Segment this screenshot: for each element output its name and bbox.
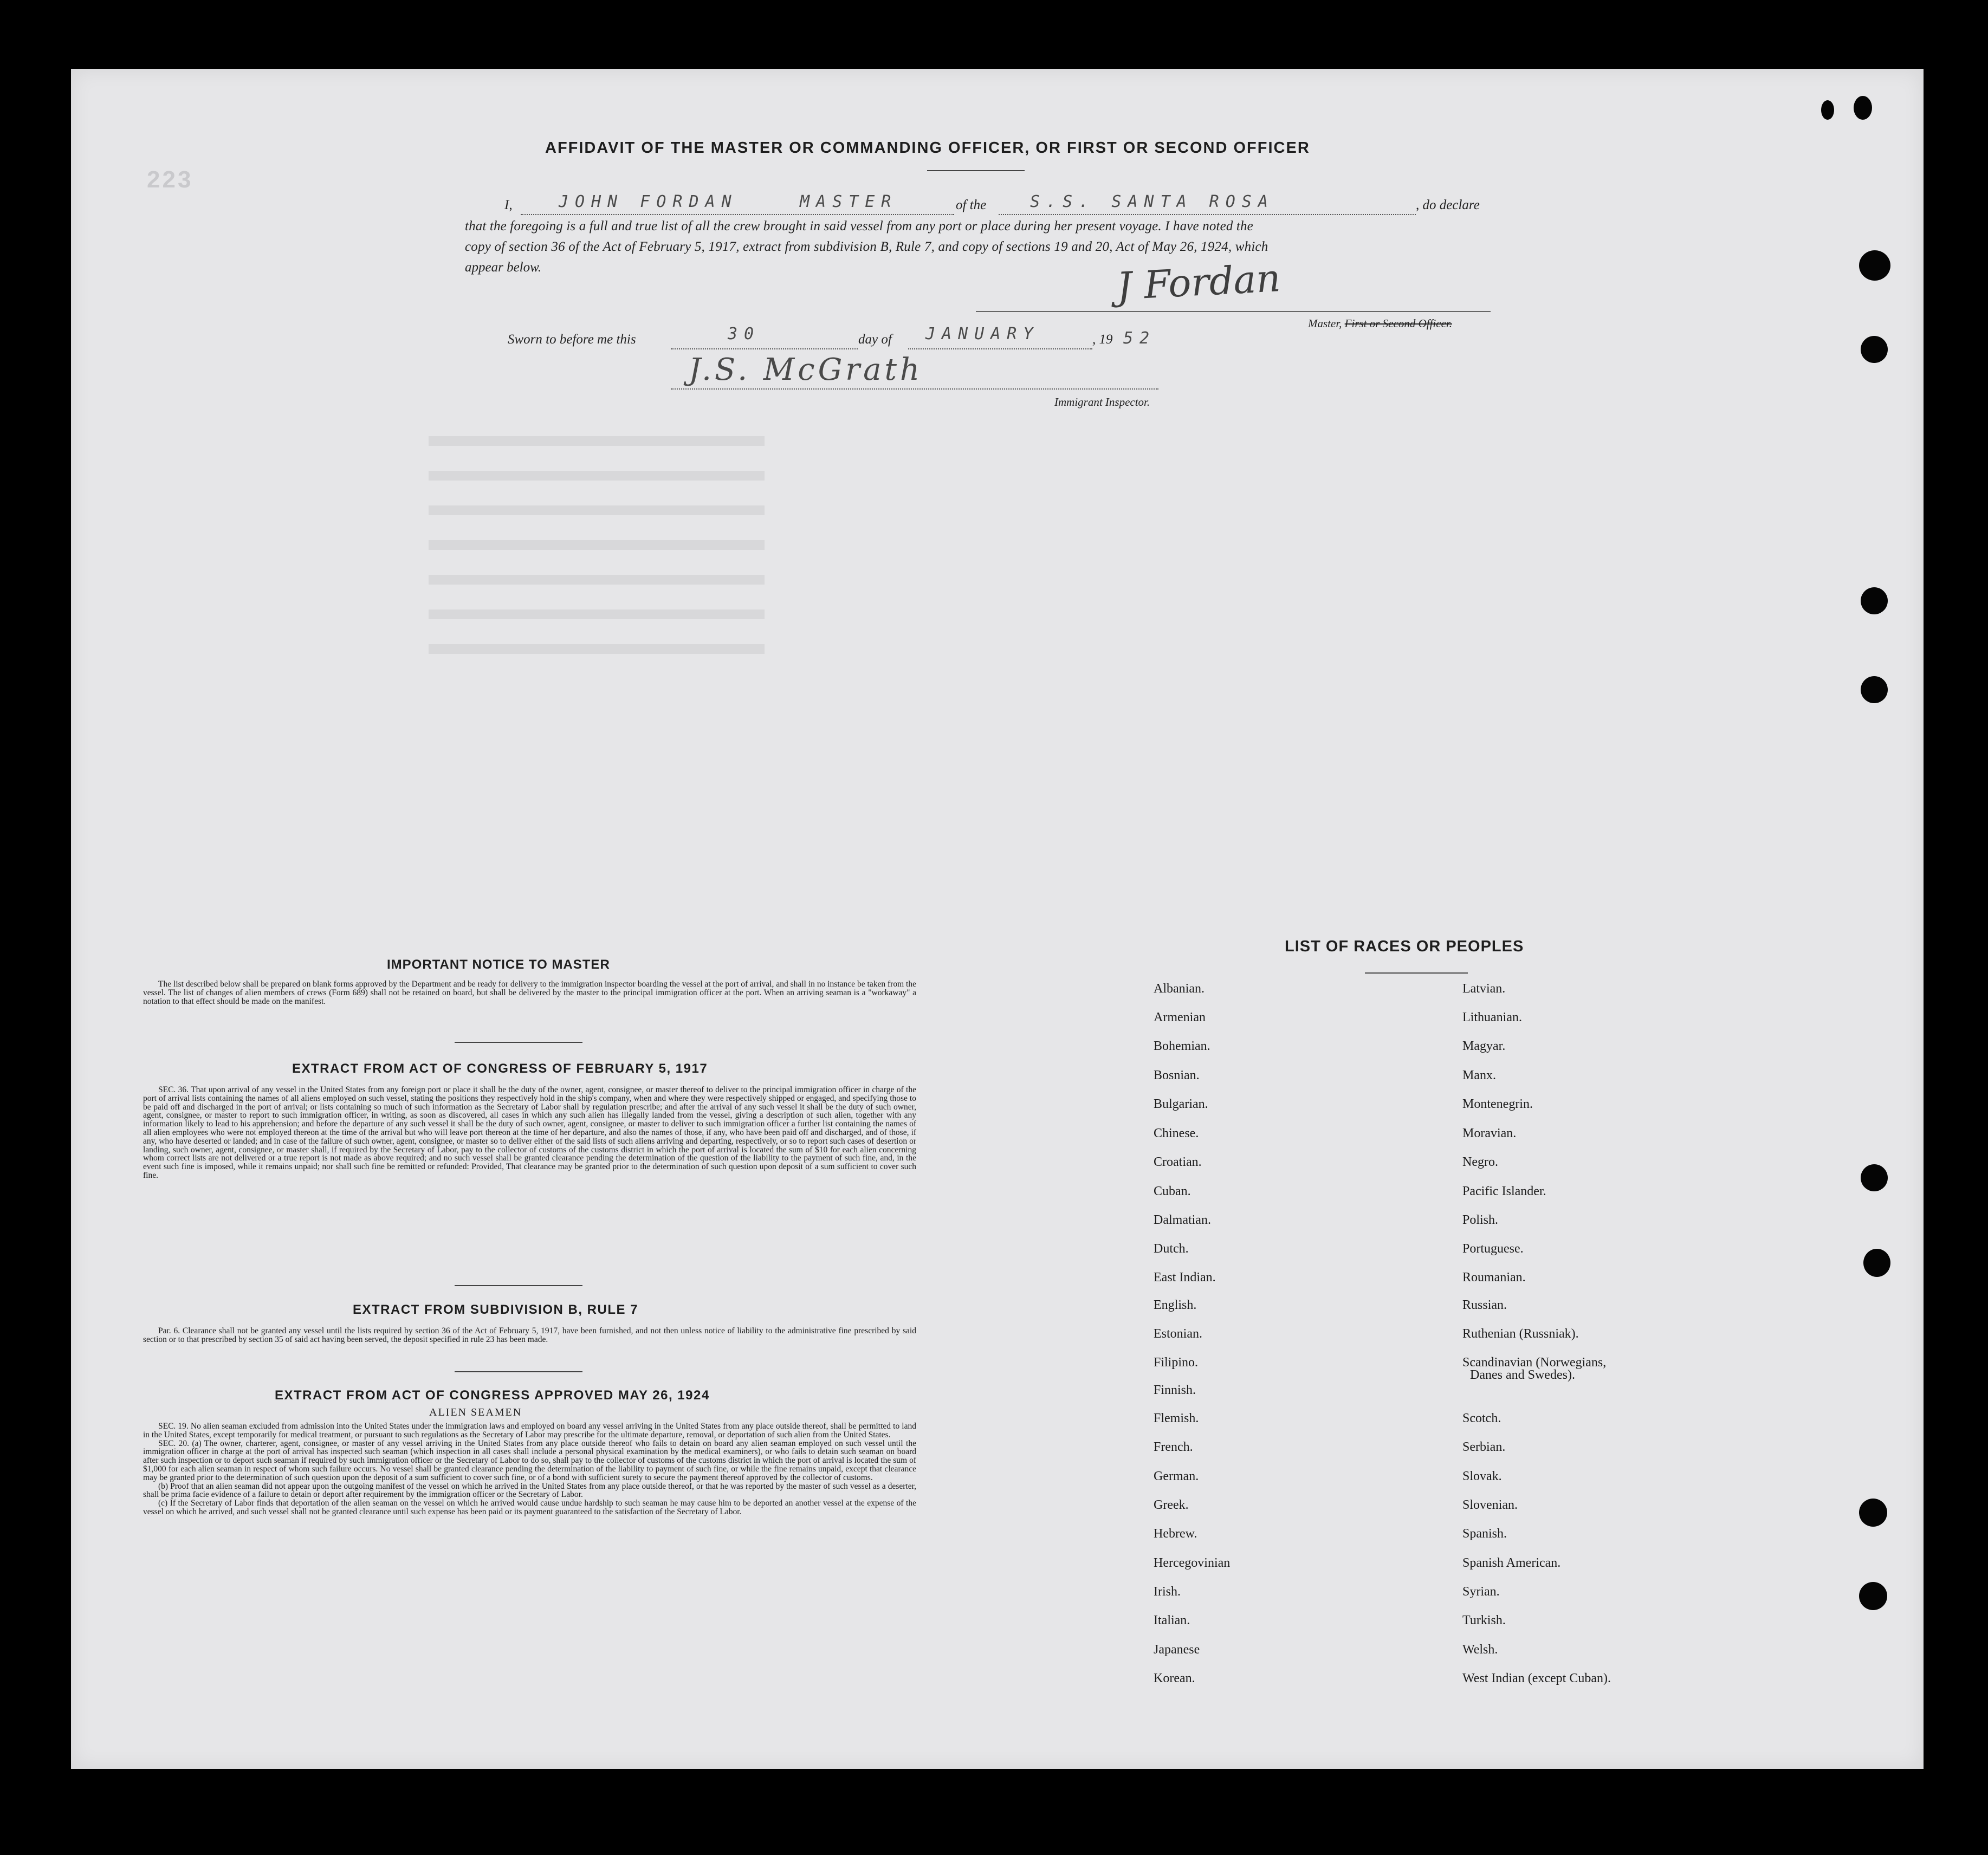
sworn-year: 52 bbox=[1123, 329, 1156, 348]
punch-hole bbox=[1854, 96, 1872, 120]
section-20c-paragraph: (c) If the Secretary of Labor finds that deportation of the alien seaman on the vessel on which he arrived would cause undue hardship to such seaman he may cause him to be deported an another vessel at the expense of the vessel on which he arrived, and such vessel shall not be granted clearance until such expense has been paid or its payment guaranteed to the satisfaction of the Secretary of Labor. bbox=[143, 1499, 916, 1516]
race-item: Dalmatian. bbox=[1154, 1213, 1211, 1227]
race-item: West Indian (except Cuban). bbox=[1462, 1671, 1611, 1685]
document-page bbox=[71, 69, 1924, 1769]
race-item: Spanish American. bbox=[1462, 1556, 1561, 1570]
bleed-through bbox=[429, 426, 765, 654]
punch-hole bbox=[1859, 250, 1890, 281]
race-item: German. bbox=[1154, 1469, 1199, 1483]
race-item: Greek. bbox=[1154, 1498, 1189, 1512]
punch-hole bbox=[1861, 1164, 1888, 1191]
race-item: Hercegovinian bbox=[1154, 1556, 1231, 1570]
punch-hole bbox=[1861, 587, 1888, 614]
section-36-paragraph: SEC. 36. That upon arrival of any vessel in the United States from any foreign port or place it shall be the duty of the owner, agent, consignee, or master thereof to deliver to the principal immigration officer in charge of the port of arrival lists containing the names of all aliens employed on such vessel, stating the positions they respectively hold in the ship's company, when and where they were respectively shipped or engaged, and specifying those to be paid off and discharged in the port of arrival; or lists containing so much of such information as the Secretary of Labor shall by regulation prescribe; and after the arrival of any such vessel it shall be the duty of such owner, agent, consignee, or master to report to such immigration officer, in writing, as soon as discovered, all cases in which any such alien has illegally landed from the vessel, giving a description of such alien, together with any information likely to lead to his apprehension; and before the departure of any such vessel it shall be the duty of such owner, agent, consignee, or master to deliver to such immigration officer a further list containing the names of all alien employees who were not employed thereon at the time of the arrival but who will leave port thereon at the time of her departure, and also the names of those, if any, who have been paid off and discharged, and of those, if any, who have deserted or landed; and in case of the failure of such owner, agent, consignee, or master so to deliver either of the said lists of such aliens arriving and departing, respectively, or so to report such cases of desertion or landing, such owner, agent, consignee, or master shall, if required by the Secretary of Labor, pay to the collector of customs of the customs district in which the port of arrival is located the sum of $10 for each alien concerning whom correct lists are not delivered or a true report is not made as above required; and no such vessel shall be granted clearance pending the determination of the question of the liability to the payment of such fine, and, in the event such fine is imposed, while it remains unpaid; nor shall such fine be remitted or refunded: Provided, That clearance may be granted prior to the determination of such question upon deposit of a sum sufficient to cover such fine. bbox=[143, 1085, 916, 1180]
declaration-line-3: copy of section 36 of the Act of February 5, 1917, extract from subdivision B, Rule 7, and copy of sections 19 and 20, Act of May 26, 1924, which bbox=[465, 239, 1268, 254]
race-item: Finnish. bbox=[1154, 1383, 1196, 1397]
race-item: Slovak. bbox=[1462, 1469, 1502, 1483]
race-item: Spanish. bbox=[1462, 1527, 1507, 1541]
section-19-paragraph: SEC. 19. No alien seaman excluded from admission into the United States under the immigration laws and employed on board any vessel arriving in the United States from any place outside thereof, shall be permitted to land in the United States, except temporarily for medical treatment, or pursuant to such regulations as the Secretary of Labor may prescribe for the ultimate departure, removal, or deportation of such alien from the United States. bbox=[143, 1422, 916, 1439]
race-item: Bulgarian. bbox=[1154, 1097, 1208, 1111]
divider bbox=[455, 1285, 582, 1286]
affidavit-heading: AFFIDAVIT OF THE MASTER OR COMMANDING OFFICER, OR FIRST OR SECOND OFFICER bbox=[545, 139, 1310, 157]
section-20b-paragraph: (b) Proof that an alien seaman did not appear upon the outgoing manifest of the vessel on which he arrived in the United States from any place outside thereof, or that he was reported by the master of such vessel as a deserter, shall be prima facie evidence of a failure to detain or deport after requirement by the immigration officer or the Secretary of Labor. bbox=[143, 1481, 916, 1500]
vessel-line bbox=[999, 214, 1416, 215]
race-item: French. bbox=[1154, 1440, 1193, 1454]
heading-rule bbox=[927, 170, 1025, 171]
race-item: Bohemian. bbox=[1154, 1039, 1210, 1053]
declaration-line-2: that the foregoing is a full and true list of all the crew brought in said vessel from any port or place during her present voyage. I have noted the bbox=[465, 219, 1253, 234]
margin-mark: 223 bbox=[147, 166, 193, 193]
inspector-signature: J.S. McGrath bbox=[689, 352, 923, 387]
race-item: Flemish. bbox=[1154, 1411, 1199, 1425]
master-signature: J Fordan bbox=[1116, 256, 1282, 309]
race-item: Cuban. bbox=[1154, 1184, 1191, 1198]
struck-caption-text: First or Second Officer. bbox=[1344, 317, 1452, 330]
race-item: Roumanian. bbox=[1462, 1270, 1526, 1285]
day-of-label: day of bbox=[858, 332, 892, 347]
race-item: Moravian. bbox=[1462, 1126, 1517, 1140]
race-item: Magyar. bbox=[1462, 1039, 1506, 1053]
race-item: Chinese. bbox=[1154, 1126, 1199, 1140]
race-item: Polish. bbox=[1462, 1213, 1499, 1227]
race-item: Filipino. bbox=[1154, 1355, 1199, 1370]
declaration-line-4: appear below. bbox=[465, 260, 542, 275]
vessel-name: S.S. SANTA ROSA bbox=[1030, 192, 1274, 211]
race-item: Welsh. bbox=[1462, 1643, 1498, 1657]
race-item: Slovenian. bbox=[1462, 1498, 1518, 1512]
sworn-day-line bbox=[671, 348, 858, 349]
race-item: Ruthenian (Russniak). bbox=[1462, 1327, 1579, 1341]
punch-hole bbox=[1861, 676, 1888, 703]
declare-suffix: , do declare bbox=[1416, 198, 1480, 212]
alien-seamen-subheading: ALIEN SEAMEN bbox=[429, 1406, 522, 1418]
extract-1917-heading: EXTRACT FROM ACT OF CONGRESS OF FEBRUARY 5, 1917 bbox=[292, 1061, 708, 1076]
race-item: Manx. bbox=[1462, 1068, 1496, 1082]
name-line bbox=[521, 214, 954, 215]
rule7-heading: EXTRACT FROM SUBDIVISION B, RULE 7 bbox=[353, 1302, 639, 1317]
sworn-prefix: Sworn to before me this bbox=[508, 332, 636, 347]
declaration-prefix: I, bbox=[504, 198, 513, 212]
master-name: JOHN FORDAN bbox=[559, 192, 738, 211]
punch-hole bbox=[1859, 1582, 1887, 1610]
divider bbox=[455, 1371, 582, 1372]
race-item: Montenegrin. bbox=[1462, 1097, 1533, 1111]
race-item: Latvian. bbox=[1462, 982, 1506, 996]
master-rank: MASTER bbox=[800, 192, 898, 211]
race-item: East Indian. bbox=[1154, 1270, 1216, 1285]
race-item: Lithuanian. bbox=[1462, 1010, 1522, 1024]
race-item: Turkish. bbox=[1462, 1613, 1506, 1627]
rule7-text bbox=[143, 1327, 916, 1344]
race-item: Scotch. bbox=[1462, 1411, 1501, 1425]
master-caption-text: Master, bbox=[1308, 317, 1342, 330]
race-item: Korean. bbox=[1154, 1671, 1195, 1685]
extract-1924-heading: EXTRACT FROM ACT OF CONGRESS APPROVED MAY 26, 1924 bbox=[275, 1388, 710, 1403]
race-item: Bosnian. bbox=[1154, 1068, 1200, 1082]
sworn-month: JANUARY bbox=[925, 325, 1040, 343]
race-item: Scandinavian (Norwegians, bbox=[1462, 1355, 1607, 1370]
section-20a-paragraph: SEC. 20. (a) The owner, charterer, agent, consignee, or master of any vessel arriving in the United States from any place outside thereof who fails to detain on board any alien seaman employed on such vessel until the immigration officer in charge at the port of arrival has inspected such seaman (which inspection in all cases shall include a personal physical examination by the medical examiners), or who fails to detain such seaman on board after such inspection or to deport such seaman if required by such immigration officer or the Secretary of Labor to do so, shall pay to the collector of customs of the customs district in which the port of arrival is located the sum of $1,000 for each alien seaman in respect of whom such failure occurs. No vessel shall be granted clearance pending the determination of the liability to payment of such fine, or while the fine remains unpaid, except that clearance may be granted prior to the determination of such question upon the deposit of a sum sufficient to cover such fine, or of a bond with sufficient surety to secure the payment thereof approved by the collector of customs. bbox=[143, 1438, 916, 1482]
races-heading: LIST OF RACES OR PEOPLES bbox=[1285, 938, 1524, 955]
punch-hole bbox=[1861, 336, 1888, 363]
race-item: Albanian. bbox=[1154, 982, 1205, 996]
race-item: Japanese bbox=[1154, 1643, 1200, 1657]
divider bbox=[455, 1042, 582, 1043]
race-item: Armenian bbox=[1154, 1010, 1206, 1024]
extract-1924-text bbox=[143, 1422, 916, 1516]
race-item: Irish. bbox=[1154, 1585, 1181, 1599]
race-item: Hebrew. bbox=[1154, 1527, 1197, 1541]
races-heading-rule bbox=[1365, 972, 1468, 974]
sworn-day: 30 bbox=[728, 325, 761, 343]
race-item: Italian. bbox=[1154, 1613, 1190, 1627]
master-caption bbox=[1308, 317, 1452, 330]
year-prefix: , 19 bbox=[1092, 332, 1113, 347]
sworn-month-line bbox=[908, 348, 1092, 349]
punch-hole bbox=[1821, 100, 1834, 120]
race-item: Syrian. bbox=[1462, 1585, 1500, 1599]
notice-text bbox=[143, 980, 916, 1006]
master-signature-line bbox=[976, 311, 1491, 312]
race-item: Russian. bbox=[1462, 1298, 1507, 1312]
race-item: Dutch. bbox=[1154, 1242, 1189, 1256]
race-item: Estonian. bbox=[1154, 1327, 1202, 1341]
inspector-caption: Immigrant Inspector. bbox=[1054, 395, 1150, 408]
notice-heading: IMPORTANT NOTICE TO MASTER bbox=[387, 957, 610, 972]
par-6-paragraph: Par. 6. Clearance shall not be granted any vessel until the lists required by section 36 of the Act of February 5, 1917, have been furnished, and not then unless notice of liability to the administrative fine prescribed by said section or to that prescribed by section 35 of said act having been served, the deposit specified in rule 23 has been made. bbox=[143, 1326, 916, 1344]
race-item: English. bbox=[1154, 1298, 1197, 1312]
race-item: Serbian. bbox=[1462, 1440, 1506, 1454]
race-item: Pacific Islander. bbox=[1462, 1184, 1546, 1198]
race-item: Portuguese. bbox=[1462, 1242, 1524, 1256]
race-item: Croatian. bbox=[1154, 1155, 1202, 1169]
punch-hole bbox=[1863, 1249, 1890, 1277]
race-item: Danes and Swedes). bbox=[1470, 1368, 1575, 1382]
extract-1917-text bbox=[143, 1086, 916, 1180]
notice-paragraph: The list described below shall be prepared on blank forms approved by the Department and be ready for delivery to the immigration inspector boarding the vessel at the port of arrival, and shall in no instance be taken from the vessel. The list of changes of alien members of crews (Form 689) shall not be retained on board, but shall be delivered by the master to the principal immigration officer at the port. When an arriving seaman is a "workaway" a notation to that effect should be made on the manifest. bbox=[143, 980, 916, 1006]
inspector-line bbox=[671, 388, 1158, 390]
of-the-label: of the bbox=[956, 198, 987, 212]
race-item: Negro. bbox=[1462, 1155, 1498, 1169]
punch-hole bbox=[1859, 1499, 1887, 1527]
